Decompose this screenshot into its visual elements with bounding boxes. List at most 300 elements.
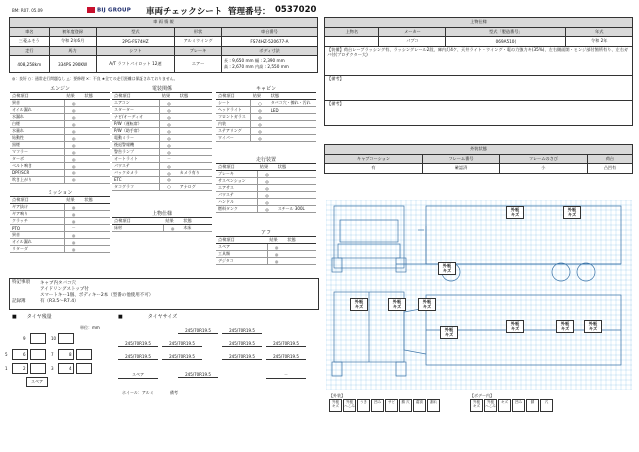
electric-col-head: 状態 [178, 93, 212, 100]
chassis-row [216, 192, 316, 199]
damage-kind: キズ [588, 325, 598, 331]
electric-note [178, 107, 212, 114]
engine-section [10, 85, 110, 184]
electric-row [112, 149, 212, 156]
engine-row [10, 142, 110, 149]
legend-chip: うき [357, 399, 370, 412]
top-spec-title: 上物仕様 [325, 18, 633, 28]
val-car-name: 三菱ふそう [10, 37, 50, 47]
engine-item: 始動性 [10, 135, 64, 142]
options-item: 工具類 [216, 251, 267, 258]
engine-note [82, 121, 110, 128]
body_top-note: 木床 [181, 225, 212, 232]
head-cab-caution: キャブコーション [325, 154, 423, 164]
mission-item: PTO [10, 225, 64, 232]
engine-result: ◎ [64, 170, 82, 177]
tire-unit: 単位：mm [80, 325, 100, 330]
legend-text: ◎：良好 ○：通常走行問題なし △：要修理 ✕：不良 ★全ての走行距離は保証されておりません。 [12, 76, 178, 81]
legend-chip: 凹み [371, 399, 384, 412]
options-col-head: 点検項目 [216, 237, 267, 244]
electric-note: カメラ有り [178, 170, 212, 177]
val-shape: アルミウイング [175, 37, 222, 47]
electric-result: ◎ [160, 121, 178, 128]
tire-size-cell: 245/70R19.5 [178, 328, 218, 334]
notes-box [9, 278, 319, 310]
engine-row [10, 100, 110, 107]
mission-item: 異音 [10, 232, 64, 239]
mgmt-number: 0537020 [275, 5, 317, 15]
val-bed: 凸凹有 [587, 164, 632, 174]
tire-position-number: 3 [51, 366, 54, 371]
electric-row [112, 114, 212, 121]
damage-kind: キズ [510, 325, 520, 331]
electric-row [112, 128, 212, 135]
head-frame-no: フレーム番号 [422, 154, 499, 164]
legend-chip: 外板 へこみ [484, 399, 497, 412]
spec-remark-2: 【備考】 [325, 100, 633, 125]
tire-remaining-title: ■ タイヤ残量 [12, 314, 52, 320]
cabin-note [269, 135, 316, 142]
options-section [216, 229, 316, 265]
head-brake: ブレーキ [175, 46, 222, 56]
tire-size-cell: 245/70R19.5 [266, 354, 306, 360]
val-cab-caution: 有 [325, 164, 423, 174]
options-result: ◎ [267, 258, 285, 265]
cabin-row [216, 114, 316, 121]
sheet-title: 車両チェックシート [146, 7, 223, 17]
exterior-table [324, 144, 633, 174]
cabin-row [216, 107, 316, 114]
chassis-item: エアサス [216, 185, 258, 192]
cabin-row [216, 135, 316, 142]
mission-row [10, 239, 110, 246]
electric-table [112, 93, 212, 191]
company-logo [87, 7, 131, 14]
options-result: ◎ [267, 244, 285, 251]
damage-kind: キズ [510, 211, 520, 217]
tire-size-cell: スペア [118, 372, 158, 379]
electric-result: ◎ [160, 142, 178, 149]
electric-title: 電装関係 [112, 85, 212, 93]
chassis-result: ◎ [258, 206, 276, 213]
notes-text: キャブ内タバコ穴 アイドリングストップ付 スマートキー1個、ボディキー2本（型番の他使用不可） [40, 281, 154, 299]
damage-kind: キズ [422, 303, 432, 309]
cabin-note: LED [269, 107, 316, 114]
mission-row [10, 211, 110, 218]
electric-col-head: 結果 [160, 93, 178, 100]
damage-kind: キズ [354, 303, 364, 309]
chassis-note: スチール 300L [276, 206, 316, 213]
engine-result: ◎ [64, 149, 82, 156]
engine-result: ◎ [64, 176, 82, 183]
engine-row [10, 107, 110, 114]
engine-note [82, 156, 110, 163]
chassis-note [276, 178, 316, 185]
electric-item: 電動ミラー [112, 135, 160, 142]
electric-result: ○ [160, 183, 178, 190]
chassis-row [216, 171, 316, 178]
tire-size-cell: 245/70R19.5 [162, 341, 202, 347]
electric-result: ◎ [160, 170, 178, 177]
val-year: 令和 2年 [566, 37, 633, 47]
engine-result: ◎ [64, 142, 82, 149]
date-stamp: BM: R07. 05.09 [12, 8, 43, 13]
engine-result: ◎ [64, 121, 82, 128]
engine-item: 水漏れ [10, 114, 64, 121]
chassis-result: ◎ [258, 178, 276, 185]
mission-row [10, 204, 110, 211]
logo-text: BIJ GROUP [97, 7, 131, 14]
chassis-item: ハンドル [216, 199, 258, 206]
remarks-label: 備考 [170, 390, 178, 395]
tire-box [69, 349, 92, 360]
tire-size-cell: 245/70R19.5 [178, 372, 218, 378]
head-chassis-no: 車台番号 [221, 27, 317, 37]
tire-box [69, 363, 92, 374]
engine-note [82, 176, 110, 183]
cabin-note [269, 121, 316, 128]
electric-row [112, 107, 212, 114]
tire-size-title: ■ タイヤサイズ [118, 314, 178, 320]
legend-interior-title: 【ボデー内】 [470, 393, 494, 398]
engine-item: 異音 [10, 100, 64, 107]
legend-chip: キズ [498, 399, 511, 412]
dims-line-a: 長 : 9,650 mm 幅 : 2,390 mm [223, 58, 285, 64]
mission-row [10, 225, 110, 232]
chassis-title: 走行装置 [216, 156, 316, 164]
mission-title: ミッション [10, 189, 110, 197]
record-value: 有（R3.5〜R7.4） [40, 299, 79, 304]
chassis-item: パワステ [216, 192, 258, 199]
damage-type: 外板 [560, 321, 570, 326]
damage-mark [506, 206, 524, 219]
electric-note [178, 156, 212, 163]
electric-item: ETC [112, 177, 160, 184]
electric-row [112, 183, 212, 190]
damage-kind: キズ [392, 303, 402, 309]
cabin-item: シート [216, 100, 251, 107]
electric-item: エアコン [112, 100, 160, 107]
electric-result: － [160, 156, 178, 163]
record-label: 記録簿 [12, 299, 26, 304]
electric-item: スターター [112, 107, 160, 114]
exterior-title: 外装状態 [325, 145, 633, 155]
electric-note [178, 100, 212, 107]
tire-size-cell: 245/70R19.5 [222, 354, 262, 360]
tire-grid [5, 333, 112, 403]
vehicle-info-table [9, 17, 318, 73]
tire-position-number: 2 [23, 366, 26, 371]
tire-size-cell: － [266, 372, 306, 379]
chassis-col-head: 点検項目 [216, 164, 258, 171]
mission-row [10, 218, 110, 225]
chassis-row [216, 178, 316, 185]
head-mileage: 走行 [10, 46, 50, 56]
legend-exterior-title: 【外装】 [329, 393, 345, 398]
damage-kind: キズ [567, 211, 577, 217]
cabin-note: タバコ穴・擦れ・汚れ [269, 100, 316, 107]
chassis-row [216, 206, 316, 213]
head-model: 型式 [96, 27, 175, 37]
options-title: アフ [216, 229, 316, 237]
cabin-title: キャビン [216, 85, 316, 93]
engine-note [82, 170, 110, 177]
electric-note [178, 135, 212, 142]
damage-type: 外板 [510, 321, 520, 326]
mission-item: オイル漏れ [10, 239, 64, 246]
mission-note [82, 232, 110, 239]
electric-item: 後退警報機 [112, 142, 160, 149]
val-power: 334PS 290KW [49, 56, 96, 73]
chassis-row [216, 199, 316, 206]
cabin-row [216, 100, 316, 107]
mission-note [82, 246, 110, 253]
body_top-row [112, 225, 212, 232]
mission-note [82, 225, 110, 232]
damage-type: 外板 [510, 207, 520, 212]
electric-note [178, 114, 212, 121]
engine-col-head: 結果 [64, 93, 82, 100]
engine-note [82, 107, 110, 114]
electric-note [178, 142, 212, 149]
damage-mark [388, 298, 406, 311]
tire-position-number: 1 [5, 366, 8, 371]
damage-marks-layer [326, 200, 632, 390]
engine-item: 白煙 [10, 121, 64, 128]
engine-note [82, 128, 110, 135]
legend-chip: 外板 へこみ [343, 399, 356, 412]
electric-item: バックカメラ [112, 170, 160, 177]
electric-result: ◎ [160, 163, 178, 170]
legend-chip: 腐食 [413, 399, 426, 412]
options-row [216, 244, 316, 251]
legend-chip: 錆 [526, 399, 539, 412]
electric-note [178, 163, 212, 170]
head-body-name: 上物名 [325, 27, 379, 37]
cabin-item: ヘッドライト [216, 107, 251, 114]
legend-chip: 割れ [427, 399, 440, 412]
electric-row [112, 121, 212, 128]
electric-row [112, 163, 212, 170]
head-power: 馬力 [49, 46, 96, 56]
val-maker: パブコ [379, 37, 446, 47]
chassis-result: ◎ [258, 185, 276, 192]
cabin-col-head: 状態 [269, 93, 316, 100]
electric-item: オートライト [112, 156, 160, 163]
body_top-col-head: 点検項目 [112, 218, 163, 225]
chassis-col-head: 状態 [276, 164, 316, 171]
cabin-note [269, 128, 316, 135]
options-note [285, 251, 316, 258]
tire-size-cell: 245/70R19.5 [162, 354, 202, 360]
electric-row [112, 135, 212, 142]
engine-item: ベルト鳴き [10, 163, 64, 170]
damage-type: 外板 [422, 299, 432, 304]
electric-result: ◎ [160, 107, 178, 114]
electric-item: P/W（助手席） [112, 128, 160, 135]
damage-type: 外板 [442, 263, 452, 268]
damage-mark [350, 298, 368, 311]
head-shape: 形状 [175, 27, 222, 37]
electric-result: ◎ [160, 149, 178, 156]
engine-row [10, 170, 110, 177]
chassis-item: サスペンション [216, 178, 258, 185]
mission-col-head: 結果 [64, 197, 82, 204]
val-body-dims [221, 56, 317, 73]
mission-col-head: 点検項目 [10, 197, 64, 204]
damage-mark [584, 320, 602, 333]
mission-table [10, 197, 110, 253]
tire-box [23, 333, 46, 344]
mission-note [82, 204, 110, 211]
engine-item: DPF/SCR [10, 170, 64, 177]
electric-row [112, 177, 212, 184]
logo-mark [87, 7, 95, 13]
cabin-result: ◎ [251, 128, 269, 135]
mission-item: ギア鳴り [10, 211, 64, 218]
damage-type: 外板 [444, 327, 454, 332]
mission-row [10, 232, 110, 239]
val-mileage: 408,258km [10, 56, 50, 73]
electric-result: ◎ [160, 177, 178, 184]
engine-row [10, 176, 110, 183]
head-serial: 型式「製造番号」 [446, 27, 566, 37]
legend-interior-items [470, 399, 554, 418]
mission-result: ◎ [64, 204, 82, 211]
mission-section [10, 189, 110, 253]
engine-note [82, 100, 110, 107]
tire-size-label: タイヤサイズ [147, 314, 178, 320]
head-first-reg: 初年度登録 [49, 27, 96, 37]
val-frame-no: 確認済 [422, 164, 499, 174]
mission-result: ◎ [64, 239, 82, 246]
cabin-note [269, 114, 316, 121]
electric-note [178, 128, 212, 135]
legend-chip: 穴 [540, 399, 553, 412]
mission-result: － [64, 225, 82, 232]
legend-chip: 錆 穴 [399, 399, 412, 412]
cabin-item: フロントガラス [216, 114, 251, 121]
chassis-item: 燃料タンク [216, 206, 258, 213]
legend-chip: サビ [385, 399, 398, 412]
tire-size-grid [118, 328, 318, 398]
engine-result: ◎ [64, 107, 82, 114]
electric-note [178, 149, 212, 156]
body_top-item: 床材 [112, 225, 163, 232]
chassis-note [276, 185, 316, 192]
engine-result: ◎ [64, 114, 82, 121]
tire-size-cell: 245/70R19.5 [118, 354, 158, 360]
engine-row [10, 135, 110, 142]
electric-note [178, 177, 212, 184]
spare-tire-label: スペア [26, 377, 48, 387]
electric-row [112, 156, 212, 163]
engine-note [82, 142, 110, 149]
notes-label: 特記事項 [12, 280, 30, 285]
engine-item: 水量れ [10, 128, 64, 135]
damage-type: 外板 [567, 207, 577, 212]
engine-note [82, 149, 110, 156]
electric-col-head: 点検項目 [112, 93, 160, 100]
tire-size-cell: 245/70R19.5 [266, 341, 306, 347]
tire-position-number: 9 [23, 336, 26, 341]
damage-kind: キズ [560, 325, 570, 331]
electric-result: ◎ [160, 128, 178, 135]
bodytop-section [112, 210, 212, 232]
mission-result: ◎ [64, 218, 82, 225]
head-maker: メーカー [379, 27, 446, 37]
engine-row [10, 163, 110, 170]
options-note [285, 258, 316, 265]
chassis-note [276, 199, 316, 206]
cabin-result: ◎ [251, 121, 269, 128]
electric-item: P/W（運転席） [112, 121, 160, 128]
tire-size-cell: 245/70R19.5 [118, 341, 158, 347]
engine-item: 黒煙 [10, 142, 64, 149]
electric-item: パワステ [112, 163, 160, 170]
val-frame-rust: 小 [500, 164, 588, 174]
electric-item: ナビ/オーディオ [112, 114, 160, 121]
options-result: ◎ [267, 251, 285, 258]
mission-result: ◎ [64, 232, 82, 239]
tire-size-cell: 245/70R19.5 [222, 328, 262, 334]
val-serial: 069A510( [446, 37, 566, 47]
mission-result: ◎ [64, 246, 82, 253]
engine-col-head: 状態 [82, 93, 110, 100]
electric-section [112, 85, 212, 191]
mgmt-label: 管理番号： [228, 7, 271, 17]
val-first-reg: 令和 2年6月 [49, 37, 96, 47]
engine-result: ◎ [64, 100, 82, 107]
body_top-col-head: 結果 [163, 218, 181, 225]
cabin-result: ◎ [251, 114, 269, 121]
electric-item: タコグラフ [112, 183, 160, 190]
mission-item: クラッチ [10, 218, 64, 225]
damage-kind: キズ [444, 331, 454, 337]
cabin-table [216, 93, 316, 142]
cabin-row [216, 128, 316, 135]
mission-item: ギア抜け [10, 204, 64, 211]
electric-row [112, 142, 212, 149]
engine-result: ◎ [64, 135, 82, 142]
val-body-name [325, 37, 379, 47]
tire-position-number: 6 [23, 352, 26, 357]
legend-chip: 外板 キズ [470, 399, 483, 412]
chassis-note [276, 192, 316, 199]
damage-type: 外板 [588, 321, 598, 326]
electric-result: ◎ [160, 114, 178, 121]
tire-position-number: 5 [5, 352, 8, 357]
chassis-result: ◎ [258, 192, 276, 199]
head-car-name: 車名 [10, 27, 50, 37]
tire-box [23, 349, 46, 360]
electric-note [178, 121, 212, 128]
mission-row [10, 246, 110, 253]
bodytop-table [112, 218, 212, 232]
cabin-row [216, 121, 316, 128]
tire-box [23, 363, 46, 374]
cabin-item: ワイパー [216, 135, 251, 142]
tire-position-number: 4 [69, 366, 72, 371]
spec-equipment: 【装備】荷台レーブラッシング有、ラッシングレール2段、庫内灯4ケ、天井ライト・ウイング・電の力強力キ(35%)、左右側面開・ヒンジ部付箇所有り、左右ガバ付(プロテクター大) [325, 46, 633, 75]
cabin-result: ◎ [251, 135, 269, 142]
engine-note [82, 135, 110, 142]
legend-chip: 凹み [512, 399, 525, 412]
chassis-result: ◎ [258, 171, 276, 178]
engine-item: 吹き上がり [10, 176, 64, 183]
damage-type: 外板 [354, 299, 364, 304]
head-shift: シフト [96, 46, 175, 56]
